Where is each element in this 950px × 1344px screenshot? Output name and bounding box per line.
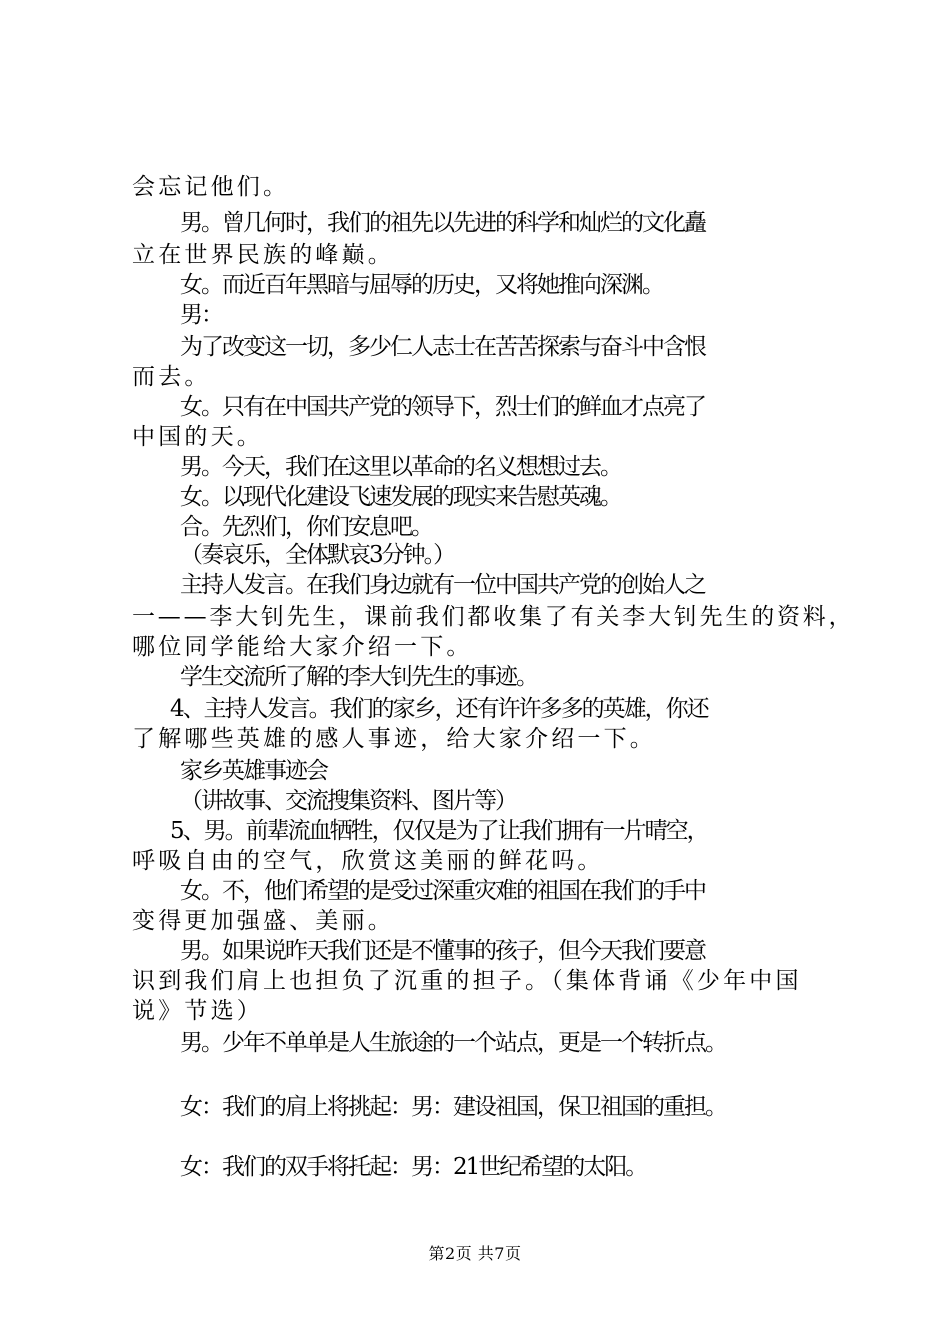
text-line: 变得更加强盛、美丽。 — [132, 908, 394, 934]
text-line: 女。不，他们希望的是受过深重灾难的祖国在我们的手中 — [180, 878, 705, 904]
text-line: 4、主持人发言。我们的家乡，还有许许多多的英雄，你还 — [170, 696, 708, 722]
text-line: 呼吸自由的空气，欣赏这美丽的鲜花吗。 — [132, 848, 604, 874]
text-line: （奏哀乐，全体默哀3分钟。） — [180, 542, 455, 568]
text-line: 了解哪些英雄的感人事迹，给大家介绍一下。 — [132, 726, 656, 752]
text-line: 女。以现代化建设飞速发展的现实来告慰英魂。 — [180, 484, 621, 510]
text-line: 男。少年不单单是人生旅途的一个站点，更是一个转折点。 — [180, 1030, 726, 1056]
text-line: 一——李大钊先生，课前我们都收集了有关李大钊先生的资料， — [132, 604, 855, 630]
text-line: 学生交流所了解的李大钊先生的事迹。 — [180, 664, 537, 690]
text-line: 男： — [180, 302, 222, 328]
text-line: 女：我们的肩上将挑起：男：建设祖国，保卫祖国的重担。 — [180, 1094, 726, 1120]
text-line: 合。先烈们，你们安息吧。 — [180, 514, 432, 540]
text-line: 哪位同学能给大家介绍一下。 — [132, 634, 473, 660]
text-line: 家乡英雄事迹会 — [180, 758, 327, 784]
text-line: 为了改变这一切，多少仁人志士在苦苦探索与奋斗中含恨 — [180, 334, 705, 360]
text-line: 识到我们肩上也担负了沉重的担子。（集体背诵《少年中国 — [132, 968, 802, 994]
text-line: 主持人发言。在我们身边就有一位中国共产党的创始人之 — [180, 572, 705, 598]
page-footer: 第2页 共7页 — [428, 1244, 522, 1263]
text-line: 会忘记他们。 — [132, 174, 290, 200]
text-line: 男。曾几何时，我们的祖先以先进的科学和灿烂的文化矗 — [180, 210, 705, 236]
text-line: （讲故事、交流搜集资料、图片等） — [180, 788, 516, 814]
text-line: 说》节选） — [132, 998, 263, 1024]
text-line: 男。今天，我们在这里以革命的名义想想过去。 — [180, 454, 621, 480]
text-line: 而去。 — [132, 364, 211, 390]
text-line: 女：我们的双手将托起：男：21世纪希望的太阳。 — [180, 1154, 647, 1180]
text-line: 女。只有在中国共产党的领导下，烈士们的鲜血才点亮了 — [180, 394, 705, 420]
text-line: 5、男。前辈流血牺牲，仅仅是为了让我们拥有一片晴空， — [170, 818, 708, 844]
text-line: 女。而近百年黑暗与屈辱的历史，又将她推向深渊。 — [180, 272, 663, 298]
text-line: 男。如果说昨天我们还是不懂事的孩子，但今天我们要意 — [180, 938, 705, 964]
text-line: 立在世界民族的峰巅。 — [132, 242, 394, 268]
text-line: 中国的天。 — [132, 424, 263, 450]
